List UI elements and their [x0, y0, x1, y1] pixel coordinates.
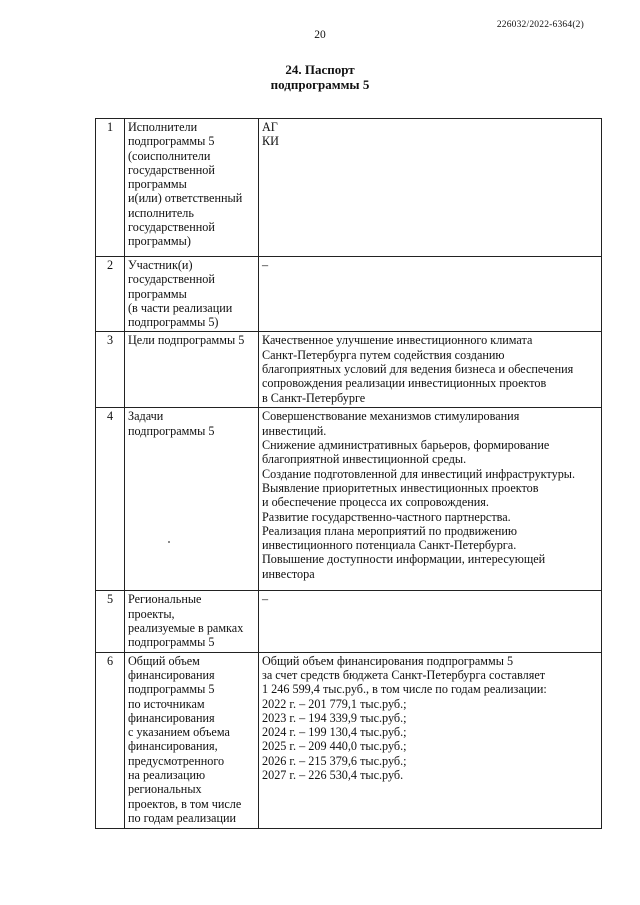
- label-line: региональных: [128, 782, 202, 797]
- row-number: 5: [96, 591, 125, 652]
- value-line: АГ: [262, 120, 278, 134]
- table-row: [96, 591, 602, 652]
- label-line: государственной: [128, 272, 215, 287]
- label-line: подпрограммы 5: [128, 682, 215, 697]
- label-line: реализуемые в рамках: [128, 621, 244, 636]
- value-line: Повышение доступности информации, интересующей: [262, 552, 546, 567]
- row-value: [259, 332, 602, 408]
- title-line: подпрограммы 5: [270, 77, 370, 92]
- label-line: Общий объем: [128, 653, 200, 668]
- row-label: [125, 119, 259, 257]
- value-line: в Санкт-Петербурге: [262, 390, 366, 405]
- label-line: проектов, в том числе: [128, 796, 242, 811]
- label-line: Цели подпрограммы 5: [128, 333, 245, 348]
- value-line: КИ: [262, 134, 279, 149]
- table-row: [96, 119, 602, 257]
- label-line: и(или) ответственный: [128, 191, 243, 206]
- table-row: [96, 652, 602, 828]
- label-line: подпрограммы 5): [128, 315, 219, 330]
- value-line: благоприятной инвестиционной среды.: [262, 452, 467, 467]
- row-number: 4: [96, 408, 125, 591]
- scan-speck: [168, 541, 170, 543]
- passport-table: [95, 118, 602, 829]
- label-line: подпрограммы 5: [128, 423, 215, 438]
- label-line: финансирования,: [128, 739, 218, 754]
- row-label: [125, 332, 259, 408]
- label-line: предусмотренного: [128, 753, 225, 768]
- row-label: [125, 652, 259, 828]
- title-line: 24. Паспорт: [285, 62, 355, 77]
- page-title: [0, 62, 640, 92]
- value-line: Выявление приоритетных инвестиционных проектов: [262, 480, 539, 495]
- page-number: 20: [314, 29, 326, 41]
- label-line: по годам реализации: [128, 810, 237, 825]
- label-line: финансирования: [128, 667, 215, 682]
- value-line: 2027 г. – 226 530,4 тыс.руб.: [262, 768, 404, 783]
- value-line: Развитие государственно-частного партнерства.: [262, 509, 511, 524]
- document-id: 226032/2022-6364(2): [496, 20, 584, 30]
- row-value: [259, 591, 602, 652]
- value-line: инвестора: [262, 566, 315, 581]
- label-line: Задачи: [128, 409, 164, 424]
- value-line: сопровождения реализации инвестиционных проектов: [262, 376, 547, 391]
- value-line: 2023 г. – 194 339,9 тыс.руб.;: [262, 710, 407, 725]
- row-label: [125, 257, 259, 332]
- value-line: и обеспечение процесса их сопровождения.: [262, 495, 489, 510]
- label-line: Участник(и): [128, 258, 193, 272]
- label-line: Региональные: [128, 592, 202, 607]
- label-line: государственной: [128, 162, 215, 177]
- row-number: 1: [96, 119, 125, 257]
- table-row: [96, 408, 602, 591]
- value-line: инвестиционного потенциала Санкт-Петербурга.: [262, 538, 517, 553]
- value-line: Санкт-Петербурга путем содействия созданию: [262, 347, 505, 362]
- value-line: благоприятных условий для ведения бизнеса и обеспечения: [262, 362, 574, 377]
- label-line: исполнитель: [128, 205, 194, 220]
- label-line: (соисполнители: [128, 148, 211, 163]
- value-line: 1 246 599,4 тыс.руб., в том числе по годам реализации:: [262, 682, 547, 697]
- label-line: программы: [128, 177, 187, 192]
- row-label: [125, 408, 259, 591]
- value-line: Общий объем финансирования подпрограммы 5: [262, 653, 514, 668]
- value-line: Снижение административных барьеров, формирование: [262, 438, 550, 453]
- label-line: подпрограммы 5: [128, 635, 215, 650]
- label-line: на реализацию: [128, 768, 206, 783]
- value-line: 2022 г. – 201 779,1 тыс.руб.;: [262, 696, 407, 711]
- value-line: –: [262, 258, 269, 272]
- value-line: 2026 г. – 215 379,6 тыс.руб.;: [262, 753, 407, 768]
- label-line: финансирования: [128, 710, 215, 725]
- table-row: [96, 332, 602, 408]
- row-value: [259, 652, 602, 828]
- value-line: инвестиций.: [262, 423, 327, 438]
- value-line: Качественное улучшение инвестиционного климата: [262, 333, 533, 348]
- row-number: 3: [96, 332, 125, 408]
- value-line: за счет средств бюджета Санкт-Петербурга составляет: [262, 667, 546, 682]
- value-line: Реализация плана мероприятий по продвижению: [262, 523, 517, 538]
- row-number: 2: [96, 257, 125, 332]
- value-line: Создание подготовленной для инвестиций инфраструктуры.: [262, 466, 576, 481]
- row-value: [259, 257, 602, 332]
- row-number: 6: [96, 652, 125, 828]
- value-line: Совершенствование механизмов стимулирования: [262, 409, 520, 424]
- label-line: подпрограммы 5: [128, 134, 215, 149]
- label-line: (в части реализации: [128, 300, 233, 315]
- label-line: проекты,: [128, 606, 175, 621]
- label-line: программы: [128, 286, 187, 301]
- label-line: программы): [128, 234, 191, 249]
- label-line: государственной: [128, 220, 215, 235]
- row-value: [259, 119, 602, 257]
- label-line: с указанием объема: [128, 725, 230, 740]
- label-line: Исполнители: [128, 120, 198, 134]
- table-row: [96, 257, 602, 332]
- label-line: по источникам: [128, 696, 205, 711]
- row-label: [125, 591, 259, 652]
- row-value: [259, 408, 602, 591]
- value-line: 2025 г. – 209 440,0 тыс.руб.;: [262, 739, 407, 754]
- value-line: 2024 г. – 199 130,4 тыс.руб.;: [262, 725, 407, 740]
- value-line: –: [262, 592, 269, 607]
